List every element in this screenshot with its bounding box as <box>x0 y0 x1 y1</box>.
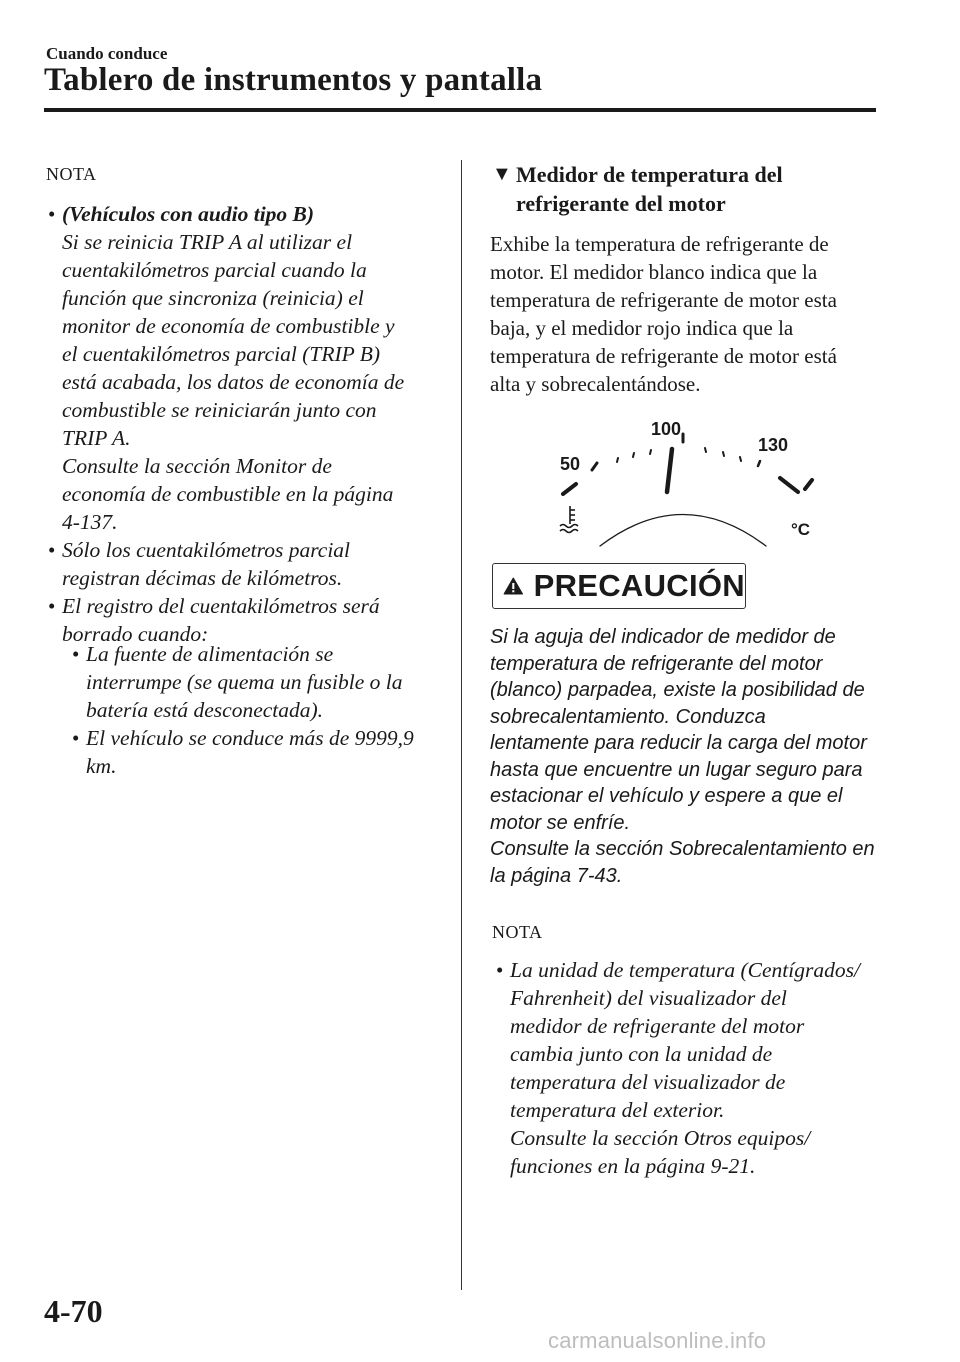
bullet-dot: • <box>48 202 56 226</box>
note-line: combustible se reiniciarán junto con <box>62 398 377 422</box>
note-line: medidor de refrigerante del motor <box>510 1014 805 1038</box>
caution-line: motor se enfríe. <box>490 811 631 834</box>
gauge-needle <box>667 449 672 492</box>
gauge-tick-minor <box>740 457 741 461</box>
note-line: Fahrenheit) del visualizador del <box>510 986 787 1010</box>
sub-bullet-dot: • <box>72 642 80 666</box>
note-line: funciones en la página 9-21. <box>510 1154 756 1178</box>
note-line: La unidad de temperatura (Centígrados/ <box>510 958 860 982</box>
note-line: 4-137. <box>62 510 118 534</box>
bullet-dot: • <box>48 594 56 618</box>
caution-banner <box>492 563 746 609</box>
gauge-end-mark-high <box>805 480 812 489</box>
note-line: cambia junto con la unidad de <box>510 1042 773 1066</box>
caution-line: Consulte la sección Sobrecalentamiento en <box>490 838 875 860</box>
bullet-dot: • <box>496 958 504 982</box>
note-line: Si se reinicia TRIP A al utilizar el <box>62 230 353 254</box>
gauge-label-high: 130 <box>758 435 789 455</box>
gauge-tick-minor <box>723 452 724 456</box>
note-sub-line: El vehículo se conduce más de 9999,9 <box>86 726 414 750</box>
caution-text <box>490 624 875 889</box>
note-line: Consulte la sección Otros equipos/ <box>510 1126 811 1150</box>
page-title: Tablero de instrumentos y pantalla <box>44 62 543 98</box>
note-line: función que sincroniza (reinicia) el <box>62 286 364 310</box>
page-number: 4-70 <box>44 1293 103 1329</box>
note-text <box>510 956 860 1180</box>
coolant-temperature-icon <box>560 506 578 533</box>
caution-line: (blanco) parpadea, existe la posibilidad de <box>490 679 865 701</box>
note-line: monitor de economía de combustible y <box>62 314 395 338</box>
caution-line: la página 7-43. <box>490 864 623 887</box>
note-line: cuentakilómetros parcial cuando la <box>62 258 367 282</box>
caution-line: sobrecalentamiento. Conduzca <box>490 705 766 728</box>
gauge-end-mark-low <box>563 484 576 494</box>
gauge-tick-major <box>758 461 760 466</box>
gauge-tick-minor <box>633 453 634 457</box>
note-item-heading: (Vehículos con audio tipo B) <box>62 202 315 226</box>
caution-line: hasta que encuentre un lugar seguro para <box>490 758 863 781</box>
caution-line: Si la aguja del indicador de medidor de <box>490 626 836 648</box>
note-sub-line: interrumpe (se quema un fusible o la <box>86 670 403 694</box>
caution-line: temperatura de refrigerante del motor <box>490 652 823 675</box>
note-sub-line: La fuente de alimentación se <box>86 642 334 666</box>
gauge-arc <box>600 515 766 547</box>
gauge-tick-major <box>592 463 597 470</box>
note-sub-line: km. <box>86 754 117 778</box>
gauge-tick-minor <box>705 448 706 452</box>
warning-triangle-icon <box>503 571 524 601</box>
note-line: Sólo los cuentakilómetros parcial <box>62 538 351 562</box>
sub-bullet-dot: • <box>72 726 80 750</box>
coolant-gauge-illustration <box>548 418 828 548</box>
gauge-tick-minor <box>617 458 618 462</box>
gauge-tick-minor <box>650 450 651 454</box>
note-line: borrado cuando: <box>62 622 209 646</box>
body-line: temperatura de refrigerante de motor está <box>490 344 837 368</box>
caution-line: estacionar el vehículo y espere a que el <box>490 785 843 807</box>
caution-label: PRECAUCIÓN <box>533 568 745 603</box>
note-line: el cuentakilómetros parcial (TRIP B) <box>62 342 381 366</box>
heading-line: Medidor de temperatura del <box>516 162 783 187</box>
note-sub-line: batería está desconectada). <box>86 698 324 722</box>
body-line: Exhibe la temperatura de refrigerante de <box>490 232 829 256</box>
body-line: temperatura de refrigerante de motor esta <box>490 288 837 312</box>
header-rule <box>44 108 876 112</box>
note-line: El registro del cuentakilómetros será <box>62 594 380 618</box>
body-line: baja, y el medidor rojo indica que la <box>490 316 794 340</box>
body-line: alta y sobrecalentándose. <box>490 372 701 396</box>
note-line: temperatura del visualizador de <box>510 1070 786 1094</box>
section-label: Cuando conduce <box>46 44 168 63</box>
section-heading <box>516 160 783 218</box>
note-line: registran décimas de kilómetros. <box>62 566 343 590</box>
note-line: está acabada, los datos de economía de <box>62 370 405 394</box>
column-divider <box>461 160 462 1290</box>
heading-line: refrigerante del motor <box>516 191 726 216</box>
bullet-dot: • <box>48 538 56 562</box>
gauge-unit-label: °C <box>791 520 811 539</box>
note-label: NOTA <box>46 164 97 184</box>
note-line: Consulte la sección Monitor de <box>62 454 332 478</box>
note-line: temperatura del exterior. <box>510 1098 725 1122</box>
body-text <box>490 230 837 398</box>
section-marker-icon: ▼ <box>492 163 512 185</box>
note-line: economía de combustible en la página <box>62 482 394 506</box>
watermark: carmanualsonline.info <box>548 1328 767 1353</box>
gauge-label-low: 50 <box>560 454 581 474</box>
note-label: NOTA <box>492 922 543 942</box>
gauge-label-mid: 100 <box>651 419 682 439</box>
gauge-red-zone <box>780 478 798 492</box>
caution-line: lentamente para reducir la carga del motor <box>490 732 867 754</box>
note-line: TRIP A. <box>62 426 131 450</box>
body-line: motor. El medidor blanco indica que la <box>490 260 818 284</box>
